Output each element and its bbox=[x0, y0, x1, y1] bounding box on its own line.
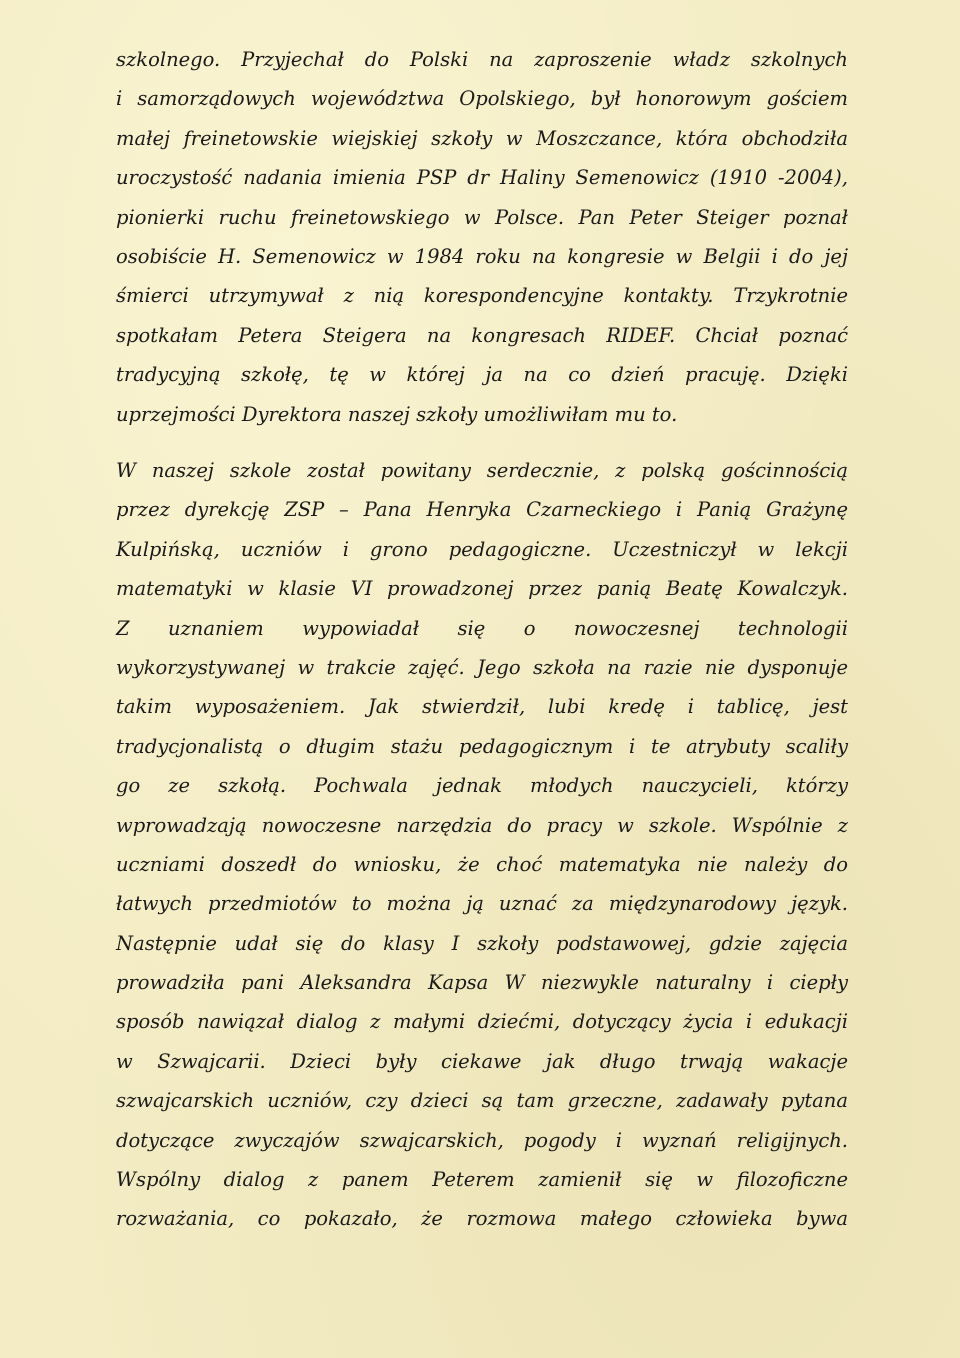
text-line: przez dyrekcję ZSP – Pana Henryka Czarneckiego i Panią Grażynę bbox=[116, 498, 848, 522]
text-line: i samorządowych województwa Opolskiego, był honorowym gościem bbox=[116, 87, 848, 111]
text-line: tradycjonalistą o długim stażu pedagogicznym i te atrybuty scaliły bbox=[116, 734, 848, 758]
text-line: uroczystość nadania imienia PSP dr Haliny Semenowicz (1910 -2004), bbox=[116, 166, 848, 190]
text-line: matematyki w klasie VI prowadzonej przez panią Beatę Kowalczyk. bbox=[116, 577, 848, 601]
text-line: pionierki ruchu freinetowskiego w Polsce. Pan Peter Steiger poznał bbox=[116, 205, 848, 229]
paragraph-2 bbox=[116, 451, 848, 1239]
text-line: Z uznaniem wypowiadał się o nowoczesnej technologii bbox=[116, 616, 848, 640]
text-line: małej freinetowskie wiejskiej szkoły w Moszczance, która obchodziła bbox=[116, 126, 848, 150]
text-line: rozważania, co pokazało, że rozmowa małego człowieka bywa bbox=[116, 1207, 848, 1231]
text-line: uczniami doszedł do wniosku, że choć matematyka nie należy do bbox=[116, 852, 848, 876]
text-line: łatwych przedmiotów to można ją uznać za międzynarodowy język. bbox=[116, 892, 848, 916]
text-line: Wspólny dialog z panem Peterem zamienił się w filozoficzne bbox=[116, 1168, 848, 1192]
text-line: W naszej szkole został powitany serdecznie, z polską gościnnością bbox=[116, 459, 848, 482]
text-line: osobiście H. Semenowicz w 1984 roku na kongresie w Belgii i do jej bbox=[116, 244, 848, 268]
text-line: wykorzystywanej w trakcie zajęć. Jego szkoła na razie nie dysponuje bbox=[116, 655, 848, 679]
text-line: prowadziła pani Aleksandra Kapsa W niezwykle naturalny i ciepły bbox=[116, 971, 848, 995]
text-line: śmierci utrzymywał z nią korespondencyjne kontakty. Trzykrotnie bbox=[116, 284, 848, 308]
text-line: spotkałam Petera Steigera na kongresach RIDEF. Chciał poznać bbox=[116, 323, 848, 347]
text-line: go ze szkołą. Pochwala jednak młodych nauczycieli, którzy bbox=[116, 774, 848, 798]
text-line: w Szwajcarii. Dzieci były ciekawe jak długo trwają wakacje bbox=[116, 1049, 848, 1073]
text-line: Kulpińską, uczniów i grono pedagogiczne. Uczestniczył w lekcji bbox=[116, 537, 848, 561]
text-line: sposób nawiązał dialog z małymi dziećmi, dotyczący życia i edukacji bbox=[116, 1010, 848, 1034]
paragraph-1 bbox=[116, 40, 848, 434]
text-line: uprzejmości Dyrektora naszej szkoły umożliwiłam mu to. bbox=[116, 402, 678, 426]
text-line: Następnie udał się do klasy I szkoły podstawowej, gdzie zajęcia bbox=[116, 931, 848, 955]
text-line: szwajcarskich uczniów, czy dzieci są tam grzeczne, zadawały pytana bbox=[116, 1089, 848, 1113]
text-line: takim wyposażeniem. Jak stwierdził, lubi kredę i tablicę, jest bbox=[116, 695, 848, 719]
text-line: szkolnego. Przyjechał do Polski na zaproszenie władz szkolnych bbox=[116, 48, 848, 71]
text-line: dotyczące zwyczajów szwajcarskich, pogody i wyznań religijnych. bbox=[116, 1128, 848, 1152]
text-line: wprowadzają nowoczesne narzędzia do pracy w szkole. Wspólnie z bbox=[116, 813, 848, 837]
text-line: tradycyjną szkołę, tę w której ja na co dzień pracuję. Dzięki bbox=[116, 363, 848, 387]
